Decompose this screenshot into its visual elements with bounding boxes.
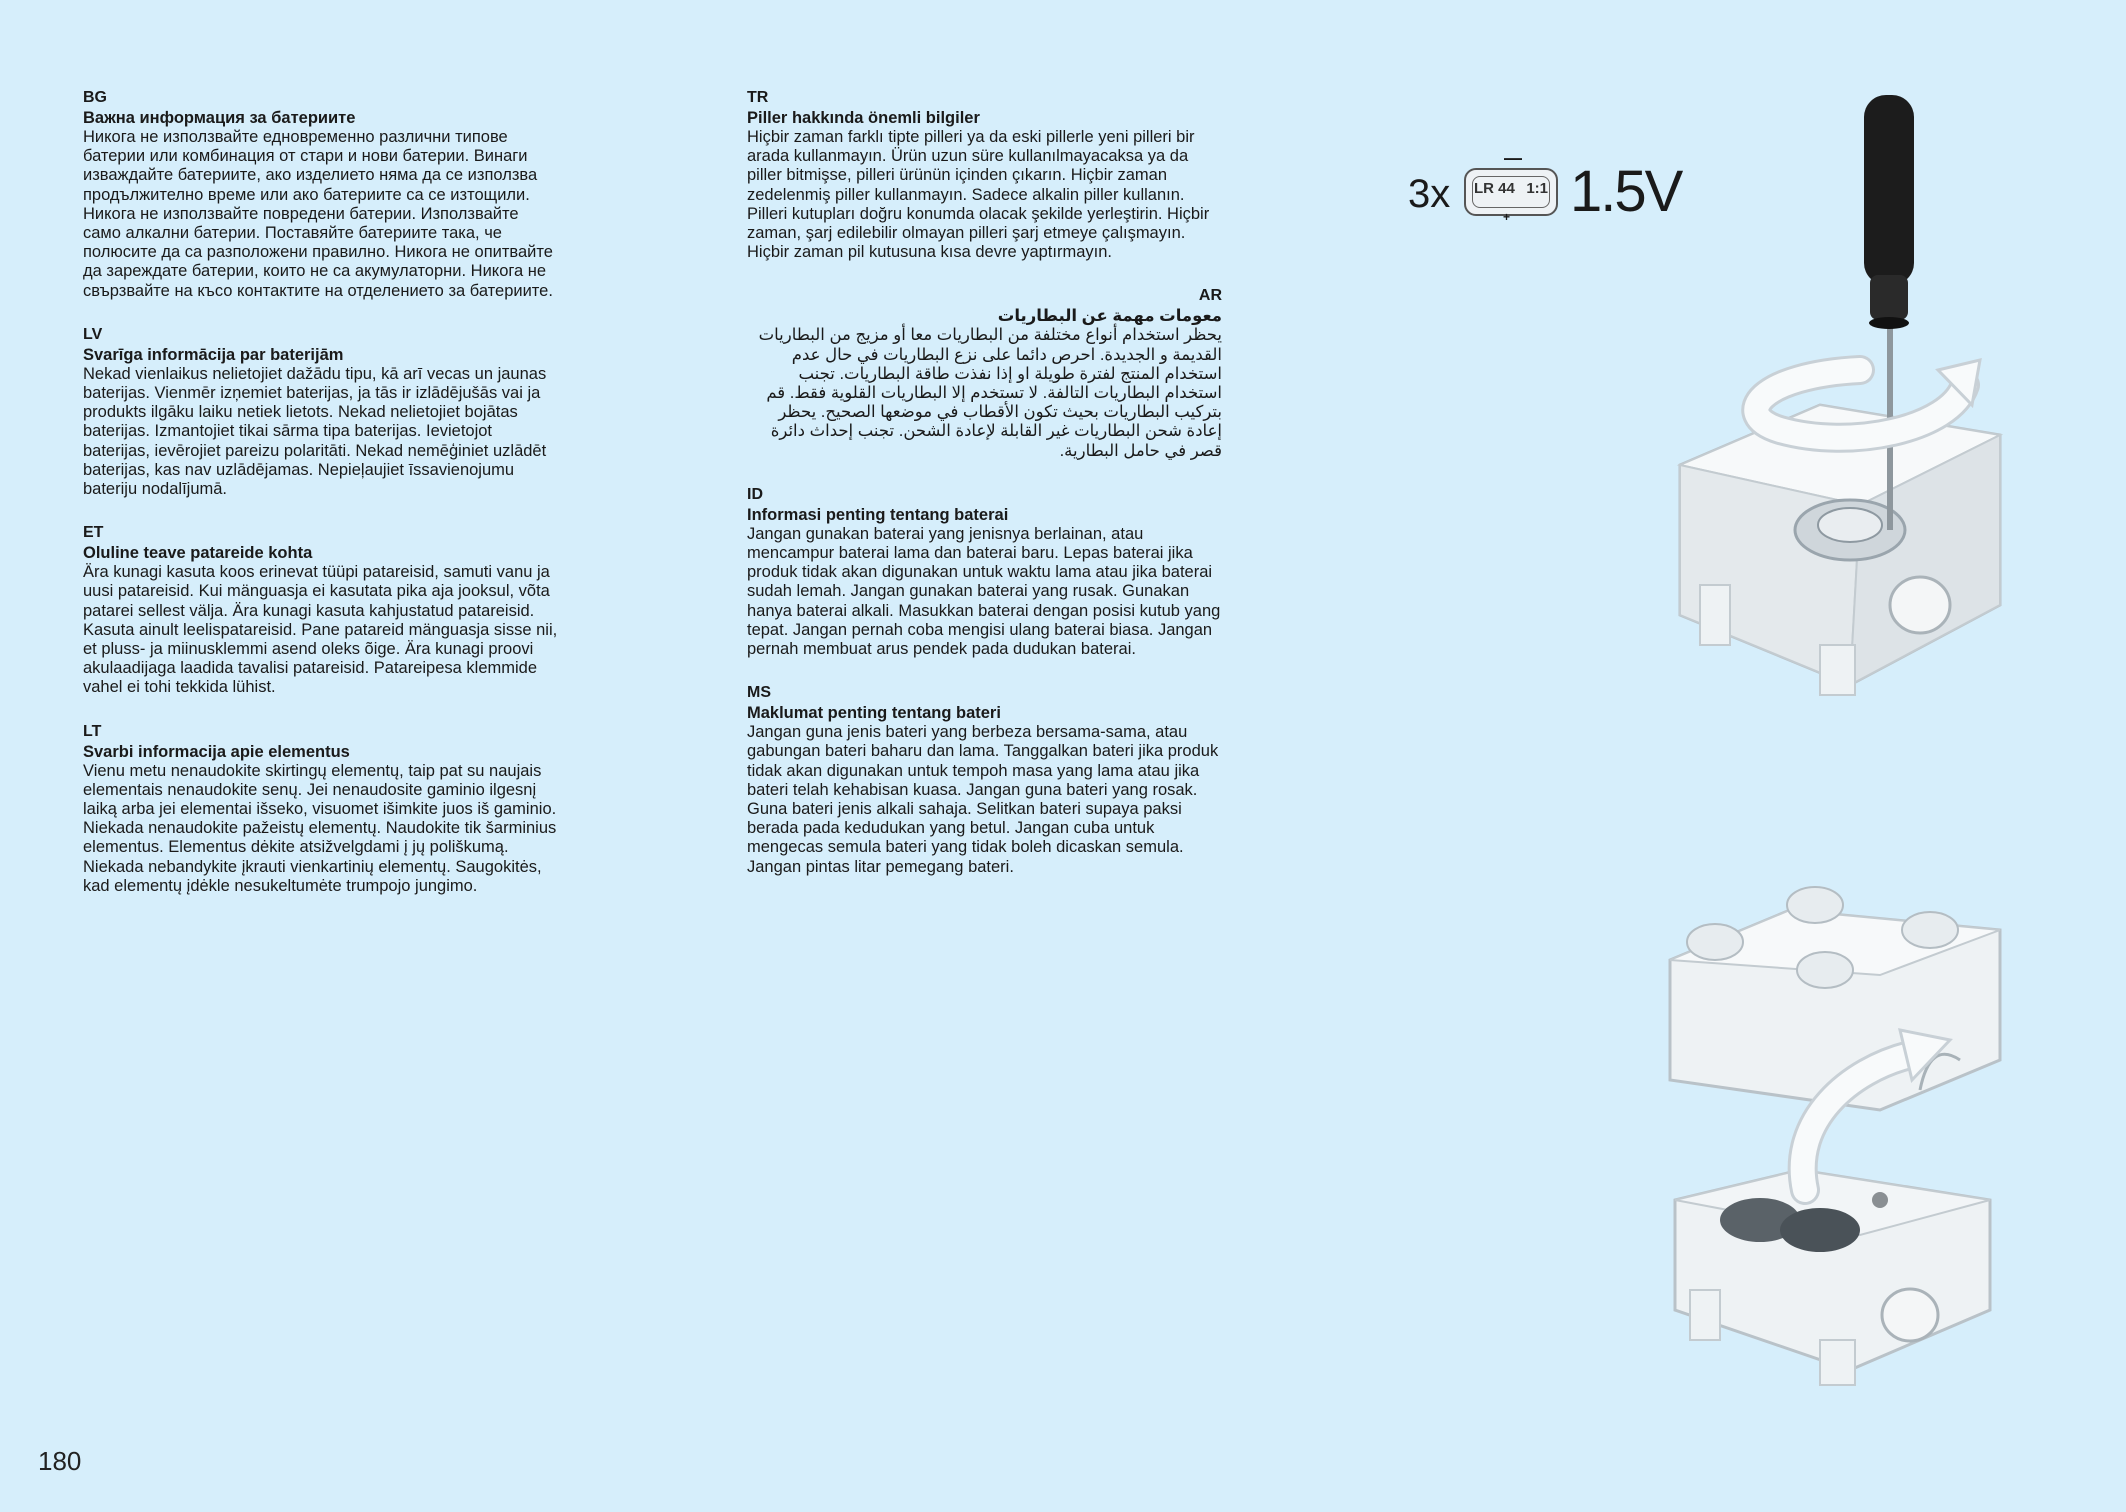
section-title: معومات مهمة عن البطاريات: [997, 307, 1222, 326]
language-code: MS: [747, 684, 771, 702]
section-body: Nekad vienlaikus nelietojiet dažādu tipu, kā arī vecas un jaunas baterijas. Vienmēr izņemiet baterijas, ja tās ir izlādējušās vai ja produkts ilgāku laiku netiek lietots. Nekad nelietojiet bojātas baterijas. Izmantojiet tikai sārma tipa baterijas. Ievietojot baterijas, ievērojiet pareizu polaritāti. Nekad nemēģiniet uzlādēt baterijas, kas nav uzlādējamas. Nepieļaujiet īssavienojumu bateriju nodalījumā.: [83, 364, 547, 499]
section-body: Vienu metu nenaudokite skirtingų elementų, taip pat su naujais elementais nenaudokite senų. Jei nenaudosite gaminio ilgesnį laiką arba jei elementai išseko, visuomet išimkite juos iš gaminio. Niekada nenaudokite pažeistų elementų. Naudokite tik šarminius elementus. Elementus dėkite atsižvelgdami į jų poliškumą. Niekada nebandykite įkrauti vienkartinių elementų. Saugokitės, kad elementų įdėkle nesukeltumėte trumpojo jungimo.: [83, 761, 557, 895]
battery-voltage: 1.5V: [1570, 159, 1682, 224]
language-code: LV: [83, 325, 103, 343]
section-body: Никога не използвайте едновременно различни типове батерии или комбинация от стари и нови батерии. Винаги изваждайте батериите, ако изделието няма да се използва продължително време или ако батериите са се изтощили. Никога не използвайте повредени батерии. Използвайте само алкални батерии. Поставяйте батериите така, че полюсите да са разположени правилно. Никога не опитвайте да зареждате батерии, които не са акумулаторни. Никога не свързвайте на късо контактите на отделението за батериите.: [83, 128, 553, 300]
page-number: 180: [38, 1446, 82, 1476]
language-code: ET: [83, 524, 104, 542]
section-body: Jangan gunakan baterai yang jenisnya berlainan, atau mencampur baterai lama dan baterai baru. Lepas baterai jika produk tidak akan digunakan untuk waktu lama atau jika baterai sudah lemah. Jangan gunakan baterai yang rusak. Gunakan hanya baterai alkali. Masukkan baterai dengan posisi kutub yang tepat. Jangan pernah coba mengisi ulang baterai biasa. Jangan pernah membuat arus pendek pada dudukan baterai.: [747, 524, 1221, 659]
section-lv: [83, 325, 558, 499]
open-battery-box-illustration: [1620, 870, 2020, 1430]
language-code: LT: [83, 722, 102, 740]
section-ar: [747, 286, 1222, 460]
section-lt: [83, 722, 558, 896]
language-code: BG: [83, 89, 107, 106]
section-title: Важна информация за батериите: [83, 109, 356, 127]
section-title: Svarīga informācija par baterijām: [83, 345, 344, 364]
battery-quantity: 3x: [1408, 172, 1451, 216]
section-body: Hiçbir zaman farklı tipte pilleri ya da eski pillerle yeni pilleri bir arada kullanmayın. Ürün uzun süre kullanılmayacaksa ya da piller bitmişse, pilleri ürünün içinden çıkarın. Hiçbir zaman zedelenmiş piller kullanmayın. Sadece alkalin piller kullanın. Pilleri kutupları doğru konumda olacak şekilde yerleştirin. Hiçbir zaman, şarj edilebilir olmayan pilleri şarj etmeye çalışmayın. Hiçbir zaman pil kutusuna kısa devre yaptırmayın.: [747, 128, 1210, 262]
battery-box-base-icon: [1675, 1170, 1990, 1385]
language-code: ID: [747, 485, 763, 503]
plus-sign: +: [1503, 210, 1511, 224]
language-code: TR: [747, 89, 769, 106]
language-code: AR: [1198, 287, 1222, 305]
section-bg: [83, 88, 558, 301]
right-text-column: [747, 88, 1222, 901]
rotation-arrow-icon: [1756, 360, 1980, 438]
battery-type: LR 44: [1474, 180, 1515, 197]
section-title: Maklumat penting tentang bateri: [747, 704, 1001, 723]
section-et: [83, 523, 558, 697]
section-title: Oluline teave patareide kohta: [83, 544, 313, 563]
section-tr: [747, 88, 1222, 262]
left-text-column: [83, 88, 558, 920]
section-title: Svarbi informacija apie elementus: [83, 742, 350, 761]
section-ms: [747, 683, 1222, 877]
screwdriver-battery-box-illustration: [1620, 85, 2020, 745]
section-title: Informasi penting tentang baterai: [747, 505, 1009, 524]
battery-ratio: 1:1: [1526, 180, 1548, 197]
section-body: Jangan guna jenis bateri yang berbeza bersama-sama, atau gabungan bateri baharu dan lama. Tanggalkan bateri jika produk tidak akan digunakan untuk tempoh masa yang lama atau jika bateri telah kehabisan kuasa. Jangan guna bateri yang rosak. Guna bateri jenis alkali sahaja. Selitkan bateri supaya paksi berada pada kedudukan yang betul. Jangan cuba untuk mengecas semula bateri yang tidak boleh dicaskan semula. Jangan pintas litar pemegang bateri.: [747, 723, 1219, 876]
section-title: Piller hakkında önemli bilgiler: [747, 109, 980, 127]
section-id: [747, 485, 1222, 659]
minus-sign: —: [1504, 148, 1522, 168]
battery-cell-icon: [1464, 168, 1558, 216]
section-body: يحظر استخدام أنواع مختلفة من البطاريات معا أو مزيج من البطاريات القديمة و الجديدة. احرص دائما على نزع البطاريات في حال عدم استخدام المنتج لفترة طويلة او إذا نفذت طاقة البطاريات. تجنب استخدام البطاريات التالفة. لا تستخدم إلا البطاريات القلوية فقط. قم بتركيب البطاريات بحيث تكون الأقطاب في موضعها الصحيح. يحظر إعادة شحن البطاريات غير القابلة لإعادة الشحن. تجنب إحداث دائرة قصر في حامل البطارية.: [758, 326, 1222, 460]
section-body: Ära kunagi kasuta koos erinevat tüüpi patareisid, samuti vanu ja uusi patareisid. Kui mänguasja ei kasutata pika aja jooksul, võta patarei sellest välja. Ära kunagi kasuta kahjustatud patareisid. Kasuta ainult leelispatareisid. Pane patareid mänguasja sisse nii, et pluss- ja miinusklemmi asend oleks õige. Ära kunagi proovi akulaadijaga laadida tavalisi patareisid. Patareipesa klemmide vahel ei tohi tekkida lühist.: [83, 563, 558, 697]
